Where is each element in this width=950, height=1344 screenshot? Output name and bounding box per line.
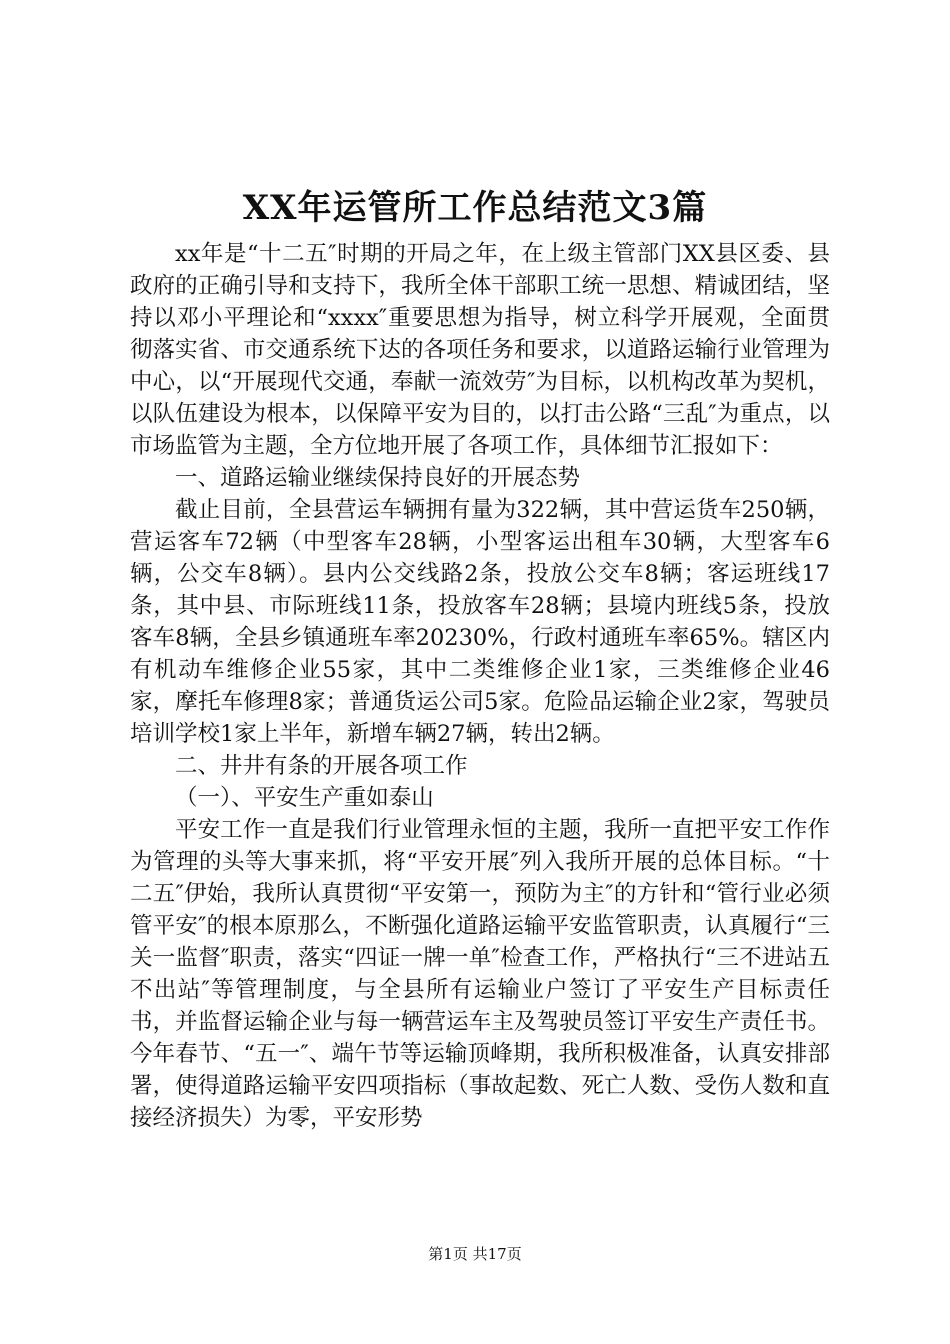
subsection-heading-1: （一）、平安生产重如泰山 bbox=[175, 785, 434, 811]
paragraph-statistics: 截止目前，全县营运车辆拥有量为322辆，其中营运货车250辆，营运客车72辆（中型客车28辆，小型客运出租车30辆，大型客车6辆，公交车8辆）。县内公交线路2条，投放公交车8辆；客运班线17条，其中县、市际班线11条，投放客车28辆；县境内班线5条，投放客车8辆，全县乡镇通班车率20230%，行政村通班车率65%。辖区内有机动车维修企业55家，其中二类维修企业1家，三类维修企业46家，摩托车修理8家；普通货运公司5家。危险品运输企业2家，驾驶员培训学校1家上半年，新增车辆27辆，转出2辆。 bbox=[130, 497, 830, 747]
paragraph-intro: xx年是“十二五″时期的开局之年，在上级主管部门XX县区委、县政府的正确引导和支持下，我所全体干部职工统一思想、精诚团结，坚持以邓小平理论和“xxxx″重要思想为指导，树立科学开展观，全面贯彻落实省、市交通系统下达的各项任务和要求，以道路运输行业管理为中心，以“开展现代交通，奉献一流效劳″为目标，以机构改革为契机，以队伍建设为根本，以保障平安为目的，以打击公路“三乱″为重点，以市场监管为主题，全方位地开展了各项工作，具体细节汇报如下： bbox=[130, 241, 830, 459]
paragraph-safety: 平安工作一直是我们行业管理永恒的主题，我所一直把平安工作作为管理的头等大事来抓，将“平安开展″列入我所开展的总体目标。“十二五″伊始，我所认真贯彻“平安第一，预防为主″的方针和“管行业必须管平安″的根本原那么，不断强化道路运输平安监管职责，认真履行“三关一监督″职责，落实“四证一牌一单″检查工作，严格执行“三不进站五不出站″等管理制度，与全县所有运输业户签订了平安生产目标责任书，并监督运输企业与每一辆营运车主及驾驶员签订平安生产责任书。今年春节、“五一″、端午节等运输顶峰期，我所积极准备，认真安排部署，使得道路运输平安四项指标（事故起数、死亡人数、受伤人数和直接经济损失）为零，平安形势 bbox=[130, 817, 830, 1131]
document-body bbox=[130, 238, 830, 1134]
document-title: XX年运管所工作总结范文3篇 bbox=[242, 188, 708, 228]
section-heading-2: 二、井井有条的开展各项工作 bbox=[175, 753, 468, 779]
section-heading-1: 一、道路运输业继续保持良好的开展态势 bbox=[175, 465, 581, 491]
page-footer: 第1页 共17页 bbox=[428, 1245, 522, 1263]
